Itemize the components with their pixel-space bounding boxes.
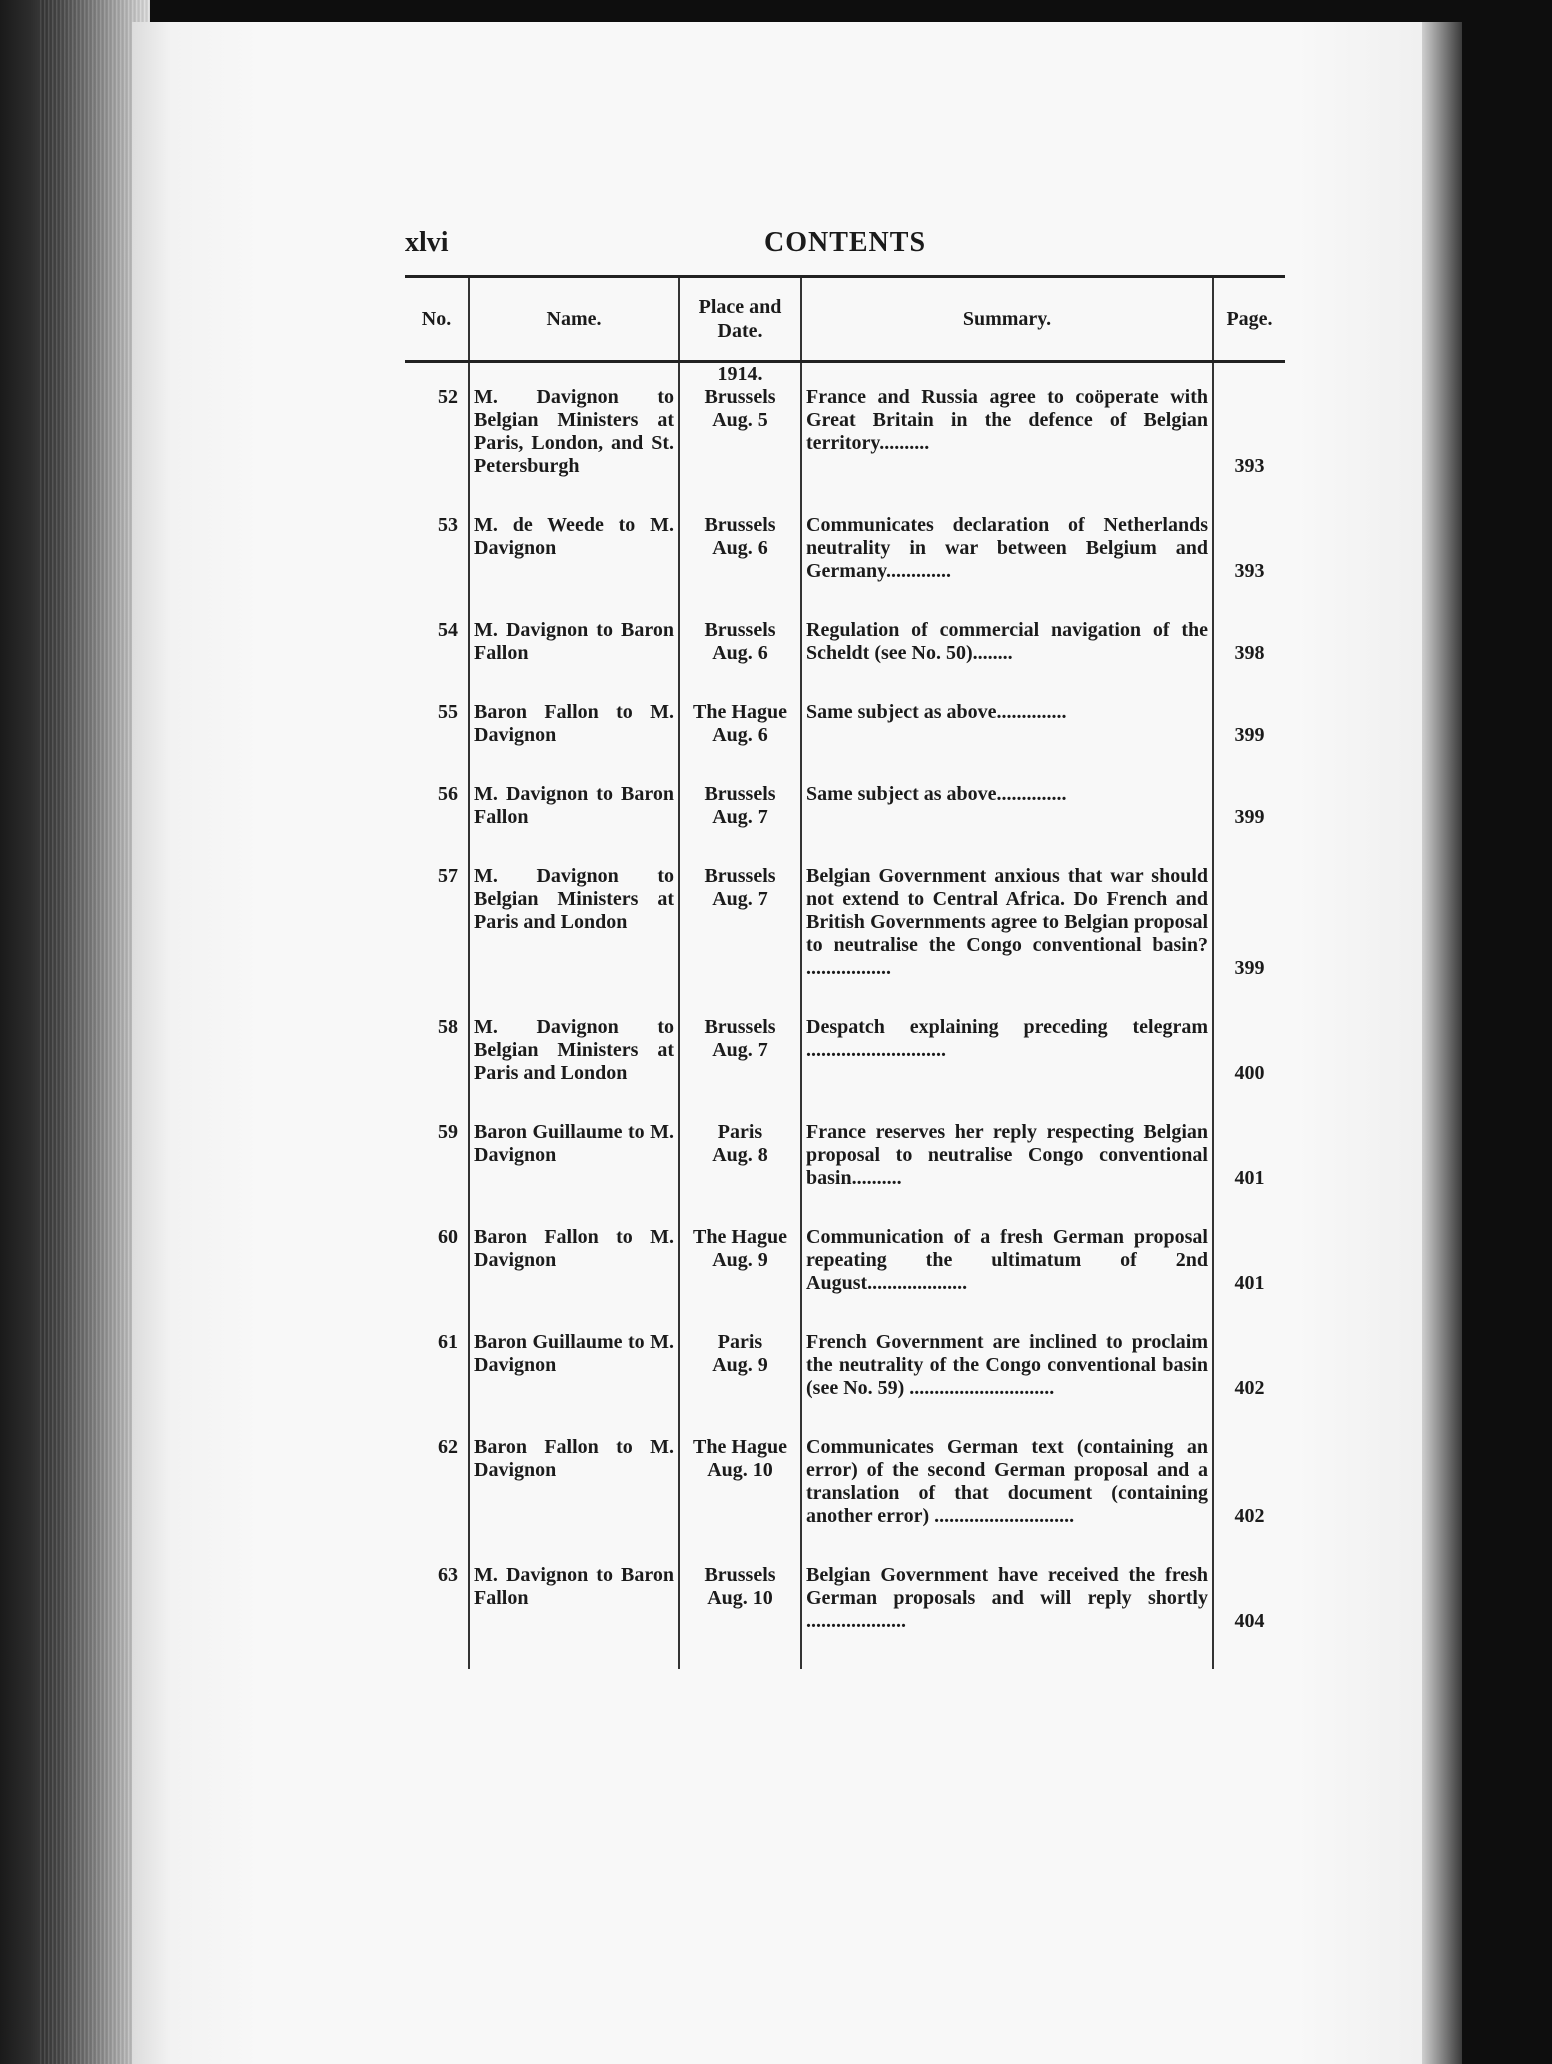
row-page: 402 (1213, 1331, 1285, 1436)
row-name (469, 362, 679, 515)
row-number: 57 (438, 865, 458, 887)
date: Aug. 6 (712, 537, 768, 559)
table-row (405, 865, 1285, 1016)
place: Brussels (704, 1564, 776, 1586)
row-summary: Despatch explaining preceding telegram ............................ (801, 1016, 1213, 1121)
table-row (405, 514, 1285, 619)
date: Aug. 10 (707, 1459, 773, 1481)
date: Aug. 9 (712, 1354, 768, 1376)
column-header-page: Page. (1213, 277, 1285, 362)
row-page: 401 (1213, 1226, 1285, 1331)
row-place-date (679, 783, 801, 865)
year-label: 1914. (717, 363, 763, 385)
row-place-date (679, 362, 801, 515)
row-number: 59 (438, 1121, 458, 1143)
place: Paris (717, 1331, 763, 1353)
row-page: 393 (1213, 362, 1285, 515)
row-summary (801, 362, 1213, 515)
row-summary: Same subject as above.............. (801, 701, 1213, 783)
place: Brussels (704, 386, 776, 408)
row-page: 399 (1213, 783, 1285, 865)
place: Paris (717, 1121, 763, 1143)
row-number: 63 (438, 1564, 458, 1586)
row-name: M. Davignon to Belgian Ministers at Paris and London (469, 1016, 679, 1121)
column-header-no: No. (405, 277, 469, 362)
row-place-date (679, 1331, 801, 1436)
row-number: 60 (438, 1226, 458, 1248)
place: Brussels (704, 1016, 776, 1038)
table-row (405, 1016, 1285, 1121)
row-place-date (679, 1226, 801, 1331)
column-header-place-date: Place and Date. (679, 277, 801, 362)
row-number: 58 (438, 1016, 458, 1038)
row-number: 56 (438, 783, 458, 805)
row-place-date (679, 1016, 801, 1121)
date: Aug. 10 (707, 1587, 773, 1609)
date: Aug. 7 (712, 1039, 768, 1061)
row-summary: Same subject as above.............. (801, 783, 1213, 865)
date: Aug. 6 (712, 642, 768, 664)
contents-table (405, 275, 1285, 1669)
table-row (405, 1226, 1285, 1331)
running-head (405, 225, 1285, 275)
table-row (405, 1564, 1285, 1669)
row-page: 400 (1213, 1016, 1285, 1121)
place: The Hague (693, 1226, 787, 1248)
book-page-edges (0, 0, 150, 2064)
row-name: Baron Fallon to M. Davignon (469, 1436, 679, 1564)
row-name: Baron Fallon to M. Davignon (469, 1226, 679, 1331)
row-name: Baron Fallon to M. Davignon (469, 701, 679, 783)
row-name: M. Davignon to Baron Fallon (469, 1564, 679, 1669)
date: Aug. 7 (712, 806, 768, 828)
date: Aug. 9 (712, 1249, 768, 1271)
row-name: M. Davignon to Belgian Ministers at Paris and London (469, 865, 679, 1016)
row-summary: Communicates German text (containing an error) of the second German proposal and a translation of that document (containing another error) ............................ (801, 1436, 1213, 1564)
date: Aug. 5 (712, 409, 768, 431)
table-row (405, 701, 1285, 783)
place: Brussels (704, 514, 776, 536)
date: Aug. 7 (712, 888, 768, 910)
row-number (405, 362, 469, 515)
row-place-date (679, 514, 801, 619)
date: Aug. 6 (712, 724, 768, 746)
row-number: 55 (438, 701, 458, 723)
row-summary: Communicates declaration of Netherlands neutrality in war between Belgium and Germany............. (801, 514, 1213, 619)
row-summary-value: France and Russia agree to coöperate with Great Britain in the defence of Belgian territory.......... (806, 386, 1208, 454)
table-row (405, 1121, 1285, 1226)
row-summary: Belgian Government have received the fresh German proposals and will reply shortly .................... (801, 1564, 1213, 1669)
row-number: 62 (438, 1436, 458, 1458)
page-content (405, 225, 1285, 1669)
row-number-value: 52 (438, 386, 458, 408)
place: The Hague (693, 701, 787, 723)
table-row (405, 362, 1285, 515)
row-summary: Communication of a fresh German proposal repeating the ultimatum of 2nd August.................... (801, 1226, 1213, 1331)
row-page: 393 (1213, 514, 1285, 619)
row-place-date (679, 701, 801, 783)
row-place-date (679, 865, 801, 1016)
row-page: 404 (1213, 1564, 1285, 1669)
row-name: M. Davignon to Baron Fallon (469, 619, 679, 701)
row-place-date (679, 619, 801, 701)
table-header-row (405, 277, 1285, 362)
table-row (405, 1331, 1285, 1436)
table-row (405, 783, 1285, 865)
row-number: 61 (438, 1331, 458, 1353)
row-page: 402 (1213, 1436, 1285, 1564)
place: Brussels (704, 865, 776, 887)
row-place-date (679, 1436, 801, 1564)
table-row (405, 1436, 1285, 1564)
row-page: 399 (1213, 701, 1285, 783)
page-number: xlvi (405, 227, 449, 258)
row-name-value: M. Davignon to Belgian Ministers at Paris, London, and St. Petersburgh (474, 386, 674, 477)
page-title: CONTENTS (763, 227, 927, 258)
row-summary: France reserves her reply respecting Belgian proposal to neutralise Congo conventional basin.......... (801, 1121, 1213, 1226)
row-place-date (679, 1564, 801, 1669)
row-name: M. Davignon to Baron Fallon (469, 783, 679, 865)
row-summary: Belgian Government anxious that war should not extend to Central Africa. Do French and British Governments agree to Belgian proposal to neutralise the Congo conventional basin? ................. (801, 865, 1213, 1016)
row-summary: French Government are inclined to proclaim the neutrality of the Congo conventional basin (see No. 59) ............................. (801, 1331, 1213, 1436)
row-place-date (679, 1121, 801, 1226)
place: The Hague (693, 1436, 787, 1458)
row-summary: Regulation of commercial navigation of the Scheldt (see No. 50)........ (801, 619, 1213, 701)
row-name: M. de Weede to M. Davignon (469, 514, 679, 619)
place: Brussels (704, 783, 776, 805)
date: Aug. 8 (712, 1144, 768, 1166)
page-shadow (1422, 22, 1462, 2064)
row-name: Baron Guillaume to M. Davignon (469, 1121, 679, 1226)
table-row (405, 619, 1285, 701)
row-name: Baron Guillaume to M. Davignon (469, 1331, 679, 1436)
place: Brussels (704, 619, 776, 641)
row-page: 401 (1213, 1121, 1285, 1226)
row-page: 399 (1213, 865, 1285, 1016)
row-page: 398 (1213, 619, 1285, 701)
column-header-summary: Summary. (801, 277, 1213, 362)
column-header-name: Name. (469, 277, 679, 362)
row-number: 54 (438, 619, 458, 641)
row-number: 53 (438, 514, 458, 536)
